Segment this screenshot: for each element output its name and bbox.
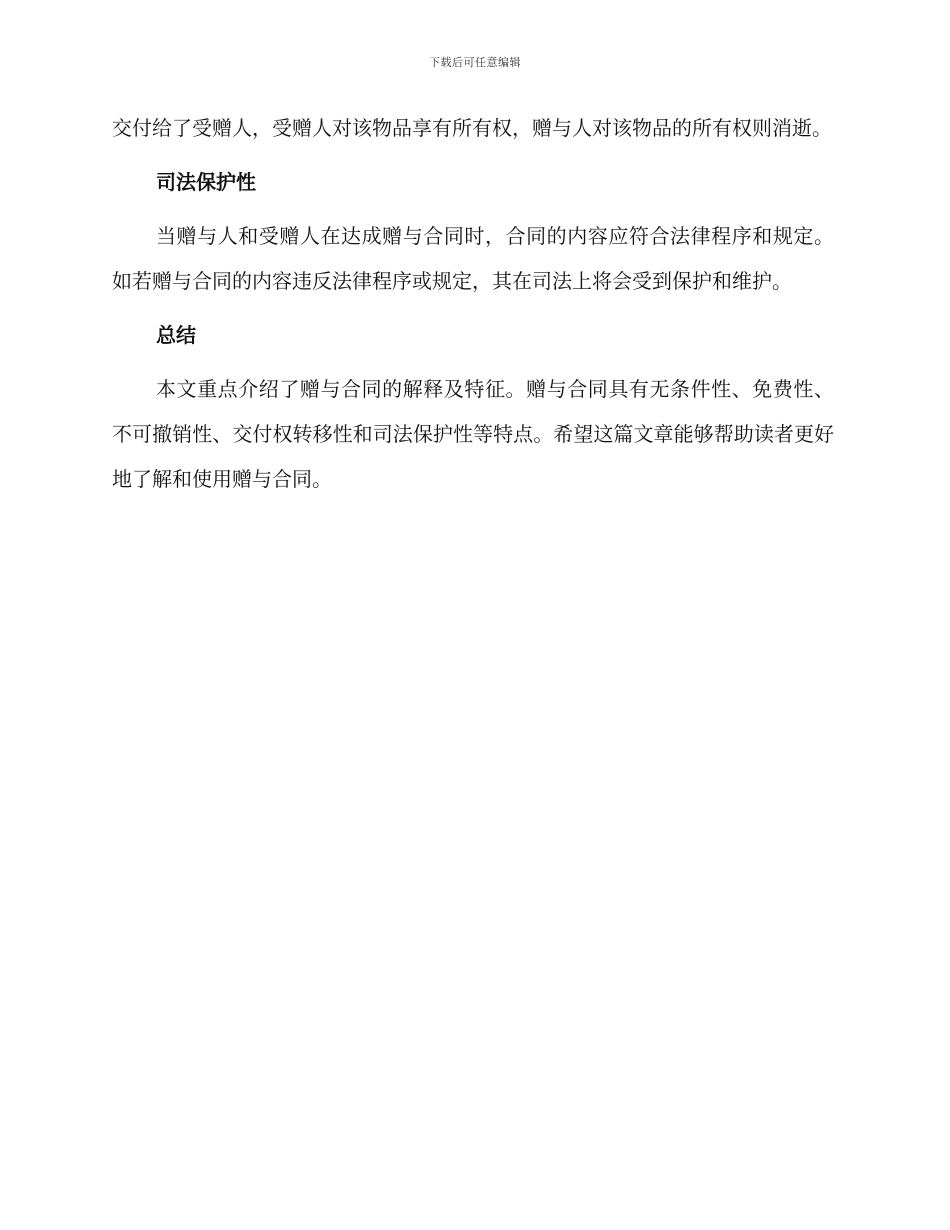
- paragraph-continued: 交付给了受赠人，受赠人对该物品享有所有权，赠与人对该物品的所有权则消逝。: [112, 116, 832, 140]
- paragraph-judicial-protection: 当赠与人和受赠人在达成赠与合同时，合同的内容应符合法律程序和规定。如若赠与合同的内容违反法律程序或规定，其在司法上将会受到保护和维护。: [112, 224, 834, 293]
- paragraph-summary: 本文重点介绍了赠与合同的解释及特征。赠与合同具有无条件性、免费性、不可撤销性、交付权转移性和司法保护性等特点。希望这篇文章能够帮助读者更好地了解和使用赠与合同。: [112, 377, 834, 491]
- section-heading-summary: 总结: [156, 323, 196, 347]
- document-body: [112, 106, 834, 511]
- section-heading-judicial-protection: 司法保护性: [156, 170, 256, 194]
- page-header-note: 下载后可任意编辑: [429, 56, 521, 69]
